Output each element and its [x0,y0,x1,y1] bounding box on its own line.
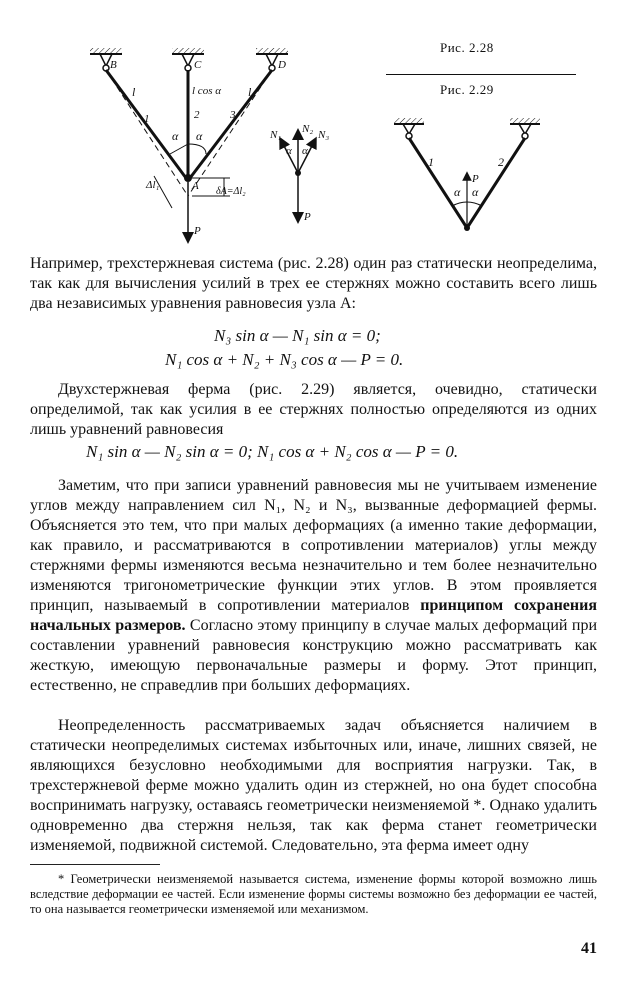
footnote-rule [30,864,160,865]
label-rod-1: 1 [144,113,150,125]
label-d: D [278,59,286,71]
paragraph-1-text: Например, трехстержневая система (рис. 2.28) один раз статически неопределима, так как для вычисления усилий в трех ее стержнях можно составить всего лишь два независимых уравнения равновесия узла A: [30,255,597,312]
paragraph-3-text [30,476,597,696]
label-dl1: Δl₁ [146,179,160,191]
paragraph-4 [30,716,597,856]
label-l-right: l [248,85,252,99]
label-alpha-f2: α [302,145,308,157]
paragraph-3 [30,476,597,696]
paragraph-1 [30,254,597,314]
paragraph-3-part-a: Заметим, что при записи уравнений равновесия мы не учитываем изменение углов между направлением сил N₁, N₂ и N₃, вызванные деформацией фермы. Объясняется это тем, что при малых деформациях (а именно такие деформации, как правило, и рассматриваются в сопротивлении материалов) углы между стержнями фермы изменяются весьма незначительно и тем более незначительно изменяются тригонометрические функции этих углов. В этом проявляется принцип, называемый в сопротивлении материалов [30,477,597,614]
label-alpha-left: α [172,129,179,143]
label-p-force: P [304,211,311,223]
paragraph-2 [30,380,597,440]
footnote [30,872,597,917]
label-alpha-right: α [472,185,479,199]
label-p: P [194,225,201,237]
label-delta-a: δA=Δl₂ [216,186,246,197]
footnote-text: * Геометрически неизменяемой называется система, изменение формы которой возможно лишь вследствие деформации ее частей. Если изменение формы системы возможно без деформации ее частей, то она называется геометрически изменяемой или механизмом. [30,872,597,916]
figure-2-28-drawing [80,38,360,250]
equation-2: N₁ cos α + N₂ + N₃ cos α — P = 0. [165,350,404,369]
caption-divider [386,74,576,75]
label-alpha-left: α [454,185,461,199]
equation-3: N₁ sin α — N₂ sin α = 0; N₁ cos α + N₂ cos α — P = 0. [86,442,459,461]
paragraph-3-part-b: Согласно этому принципу в случае малых деформаций при составлении уравнений равновесия конструкцию можно рассматривать как жесткую, имеющую первоначальные размеры и форму. Этот принцип, естественно, не справедлив при больших деформациях. [30,617,598,694]
page-number: 41 [581,940,597,957]
figure-2-29-drawing [390,110,570,250]
label-alpha-right: α [196,129,203,143]
label-n3: N₃ [318,129,330,141]
label-alpha-f1: α [286,145,292,157]
label-n1: N₁ [270,129,282,141]
support-left [394,118,424,139]
label-lcos: l cos α [192,85,221,97]
paragraph-2-text: Двухстержневая ферма (рис. 2.29) является, очевидно, статически определимой, так как усилия в ее стержнях полностью определяются из одних лишь уравнений равновесия [30,381,597,438]
caption-fig-2-28: Рис. 2.28 [440,40,494,55]
support-right [510,118,540,139]
label-rod-2: 2 [498,155,504,169]
label-n2: N₂ [302,123,314,135]
label-p: P [472,173,479,185]
label-c: C [194,59,202,71]
label-rod-1: 1 [428,155,434,169]
node-a [184,174,192,182]
label-rod-2: 2 [194,109,200,121]
paragraph-4-text: Неопределенность рассматриваемых задач объясняется наличием в статически неопределимых системах избыточных или, иначе, лишних связей, не являющихся безусловно необходимыми для восприятия нагрузки. Так, в трехстержневой ферме можно удалить один из стержней, но она будет способна воспринимать нагрузку, оставаясь геометрически неизменяемой *. Однако удалить одновременно два стержня нельзя, так как ферма станет геометрически изменяемой, подвижной системой. Следовательно, эта ферма имеет одну [30,717,597,854]
principle-term: принципом сохранения начальных размеров. [30,597,597,634]
label-a: A [192,180,199,192]
figure-2-29 [390,110,570,250]
caption-fig-2-29: Рис. 2.29 [440,82,494,97]
rod-1 [409,138,467,228]
support-b [90,48,122,71]
label-l-left: l [132,85,136,99]
label-rod-3: 3 [230,109,236,121]
label-b: B [110,59,117,71]
equation-1: N₃ sin α — N₁ sin α = 0; [214,326,381,345]
figure-2-28 [80,38,360,250]
